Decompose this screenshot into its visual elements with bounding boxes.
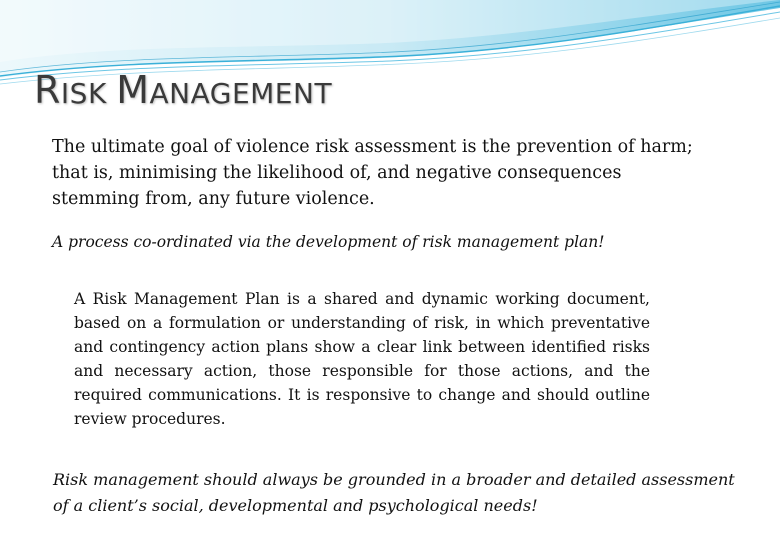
plan-definition-paragraph: A Risk Management Plan is a shared and dynamic working document, based on a formulation or understanding of risk, in which preventative and contingency action plans show a clear link between identified risks and necessary action, those responsible for those actions, and the required communications. It is responsive to change and should outline review procedures. <box>74 290 650 428</box>
title-initial-1: R <box>34 68 61 112</box>
slide-title <box>34 68 332 112</box>
goal-paragraph: The ultimate goal of violence risk assessment is the prevention of harm; that is, minimising the likelihood of, and negative consequences stemming from, any future violence. <box>52 137 693 209</box>
grounding-note: Risk management should always be grounded in a broader and detailed assessment of a client’s social, developmental and psychological needs! <box>53 470 735 515</box>
title-rest-2: ANAGEMENT <box>149 77 333 110</box>
title-initial-2: M <box>116 68 150 112</box>
process-note: A process co-ordinated via the development of risk management plan! <box>52 233 605 251</box>
title-rest-1: ISK <box>60 77 117 110</box>
